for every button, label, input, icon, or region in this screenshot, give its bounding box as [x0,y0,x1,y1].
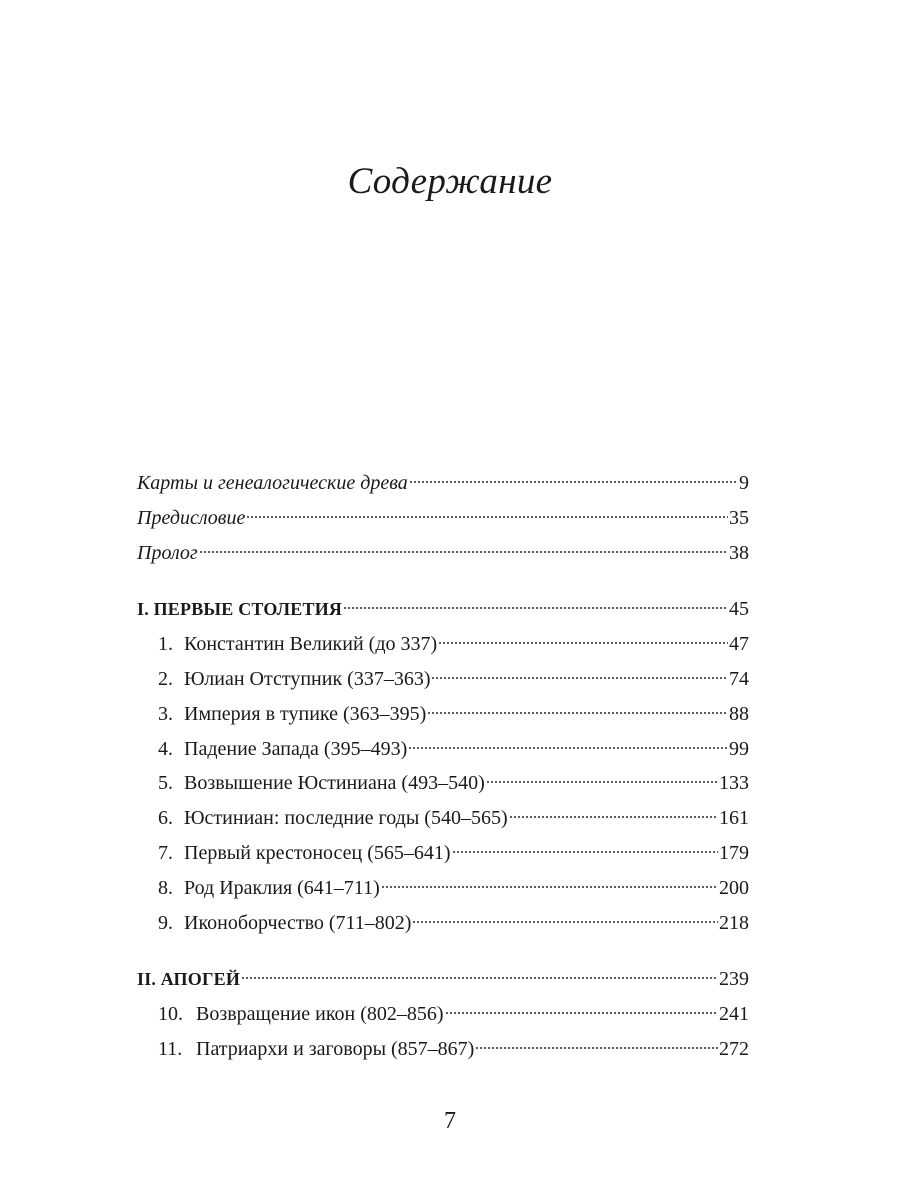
toc-chapter-label [158,1003,444,1026]
section-gap [137,946,749,968]
chapter-number: 10. [158,1003,183,1026]
toc-part-1[interactable] [137,598,749,633]
dot-leader [408,745,728,751]
chapter-title: Падение Запада (395–493) [184,737,408,760]
page-number: 7 [444,1108,456,1134]
chapter-title: Константин Великий (до 337) [184,633,438,656]
dot-leader [241,975,718,981]
chapter-title: Первый крестоносец (565–641) [184,841,451,864]
chapter-title: Род Ираклия (641–711) [184,876,380,899]
toc-chapter-page: 241 [719,1003,749,1026]
toc-chapter-page: 179 [719,841,749,864]
chapter-number: 7. [158,841,173,864]
toc-chapter-9[interactable] [137,912,749,947]
toc-chapter-page: 88 [729,702,749,725]
toc-part-label: II. АПОГЕЙ [137,969,241,990]
toc-entry-label: Пролог [137,541,198,564]
toc-chapter-label [158,842,451,865]
chapter-number: 3. [158,702,173,725]
toc-chapter-label [158,877,380,900]
chapter-number: 1. [158,633,173,656]
toc-entry-maps[interactable] [137,472,749,507]
toc-chapter-5[interactable] [137,772,749,807]
toc-part-label: I. ПЕРВЫЕ СТОЛЕТИЯ [137,599,343,620]
toc-chapter-7[interactable] [137,842,749,877]
dot-leader [427,710,728,716]
toc-chapter-page: 161 [719,807,749,830]
toc-chapter-page: 200 [719,876,749,899]
chapter-number: 9. [158,911,173,934]
toc-chapter-page: 99 [729,737,749,760]
toc-chapter-3[interactable] [137,703,749,738]
toc-entry-label: Карты и генеалогические древа [137,472,408,494]
chapter-title: Юстиниан: последние годы (540–565) [184,807,508,830]
toc-chapter-11[interactable] [137,1038,749,1073]
toc-chapter-label [158,703,426,726]
toc-chapter-label [158,633,437,656]
toc-entry-page: 35 [729,506,749,529]
chapter-number: 6. [158,807,173,830]
chapter-title: Возвышение Юстиниана (493–540) [184,772,485,795]
toc-chapter-10[interactable] [137,1003,749,1038]
chapter-title: Возвращение икон (802–856) [196,1003,444,1026]
toc-chapter-page: 133 [719,772,749,795]
toc-chapter-6[interactable] [137,807,749,842]
chapter-number: 2. [158,667,173,690]
toc-chapter-label [158,668,430,691]
toc-chapter-label [158,1038,474,1061]
toc-part-page: 239 [719,968,749,991]
page-title: Содержание [347,161,553,202]
dot-leader [486,779,718,785]
toc-chapter-label [158,772,485,795]
toc-entry-page: 9 [739,472,749,494]
dot-leader [452,849,718,855]
dot-leader [475,1045,718,1051]
chapter-number: 4. [158,737,173,760]
toc-entry-label: Предисловие [137,506,246,529]
dot-leader [343,605,728,611]
toc-chapter-2[interactable] [137,668,749,703]
toc-entry-page: 38 [729,541,749,564]
toc-part-page: 45 [729,598,749,621]
dot-leader [412,919,718,925]
dot-leader [445,1010,718,1016]
toc-chapter-page: 218 [719,911,749,934]
chapter-number: 8. [158,876,173,899]
toc-part-2[interactable] [137,968,749,1003]
chapter-title: Иконоборчество (711–802) [184,911,412,934]
dot-leader [438,640,728,646]
chapter-title: Империя в тупике (363–395) [184,702,427,725]
dot-leader [199,549,728,555]
toc-chapter-1[interactable] [137,633,749,668]
toc-chapter-page: 47 [729,633,749,656]
dot-leader [246,514,728,520]
chapter-number: 11. [158,1037,183,1060]
dot-leader [381,884,718,890]
toc-chapter-label [158,738,407,761]
toc-chapter-label [158,912,411,935]
toc-chapter-page: 272 [719,1037,749,1060]
toc-entry-preface[interactable] [137,507,749,542]
dot-leader [509,814,718,820]
toc-chapter-label [158,807,508,830]
toc-chapter-page: 74 [729,667,749,690]
dot-leader [409,479,738,485]
chapter-title: Патриархи и заговоры (857–867) [196,1037,475,1060]
chapter-title: Юлиан Отступник (337–363) [184,667,431,690]
section-gap [137,576,749,598]
toc-chapter-8[interactable] [137,877,749,912]
table-of-contents [137,472,749,1073]
toc-entry-prologue[interactable] [137,542,749,577]
toc-chapter-4[interactable] [137,738,749,773]
dot-leader [431,675,728,681]
chapter-number: 5. [158,772,173,795]
